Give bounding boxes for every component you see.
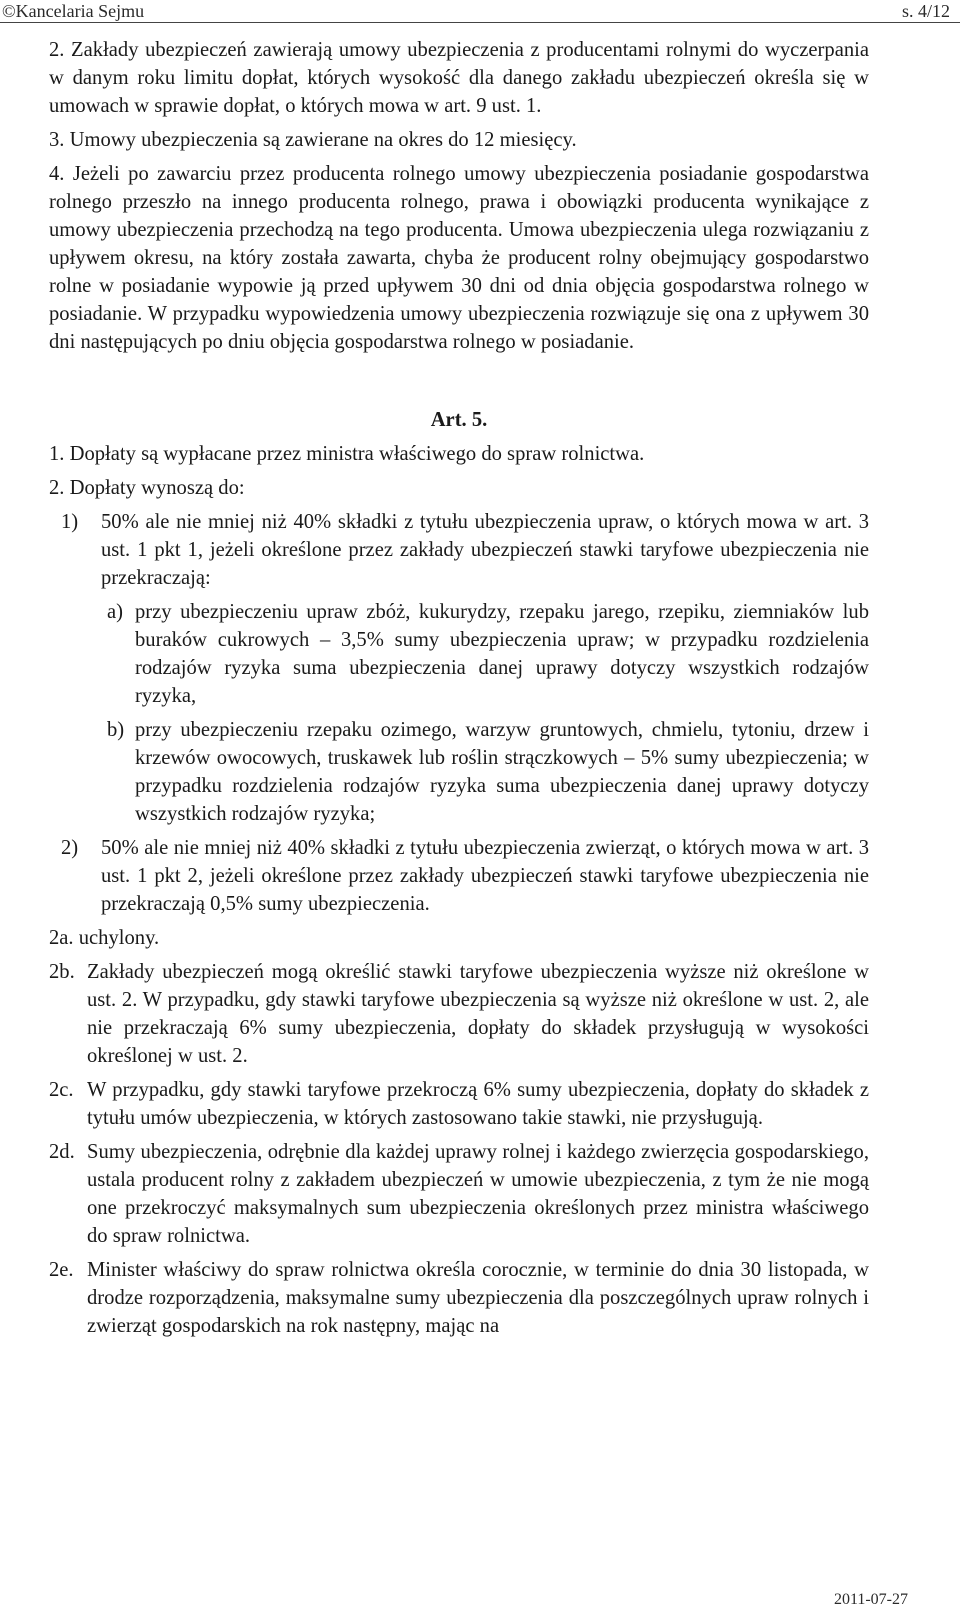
- paragraph-text: Zakłady ubezpieczeń mogą określić stawki taryfowe ubezpieczenia wyższe niż określone w ust. 2. W przypadku, gdy stawki taryfowe ubezpieczenia są wyższe niż określone w ust. 2, ale nie przekraczają 6% sumy ubezpieczenia, dopłaty do składek przysługują w wysokości określonej w ust. 2.: [87, 961, 869, 1067]
- item-text: 50% ale nie mniej niż 40% składki z tytułu ubezpieczenia upraw, o których mowa w art. 3 ust. 1 pkt 1, jeżeli określone przez zakłady ubezpieczeń stawki taryfowe ubezpieczenia nie przekraczają:: [101, 511, 869, 589]
- paragraph-text: Sumy ubezpieczenia, odrębnie dla każdej uprawy rolnej i każdego zwierzęcia gospodarskiego, ustala producent rolny z zakładem ubezpieczeń w umowie ubezpieczenia, z tym że nie mogą one przekroczyć maksymalnych sum ubezpieczenia określonych przez ministra właściwego do spraw rolnictwa.: [87, 1141, 869, 1247]
- subitem-text: przy ubezpieczeniu rzepaku ozimego, warzyw gruntowych, chmielu, tytoniu, drzew i krzewów owocowych, truskawek lub roślin strączkowych – 5% sumy ubezpieczenia; w przypadku rozdzielenia rodzajów ryzyka suma ubezpieczenia danej uprawy dotyczy wszystkich rodzajów ryzyka;: [135, 719, 869, 825]
- art5-paragraph-2c: [49, 1076, 869, 1132]
- art5-paragraph-2d: [49, 1138, 869, 1250]
- paragraph-number: 2e.: [49, 1259, 74, 1281]
- art5-item-1: [61, 508, 869, 592]
- subitem-letter: b): [107, 719, 125, 741]
- item-number: 2): [61, 837, 79, 859]
- paragraph-number: 2d.: [49, 1141, 75, 1163]
- header-divider: [0, 22, 960, 23]
- page-number: s. 4/12: [901, 1, 950, 21]
- paragraph-number: 2c.: [49, 1079, 74, 1101]
- document-body: [49, 36, 869, 1346]
- article-5-title: Art. 5.: [430, 409, 488, 431]
- subitem-text: przy ubezpieczeniu upraw zbóż, kukurydzy, rzepaku jarego, rzepiku, ziemniaków lub buraków cukrowych – 3,5% sumy ubezpieczenia upraw; w przypadku rozdzielenia rodzajów ryzyka suma ubezpieczenia danej uprawy dotyczy wszystkich rodzajów ryzyka,: [135, 601, 869, 707]
- art5-paragraph-2b: [49, 958, 869, 1070]
- art4-paragraph-3: 3. Umowy ubezpieczenia są zawierane na okres do 12 miesięcy.: [49, 129, 577, 151]
- art5-paragraph-1: 1. Dopłaty są wypłacane przez ministra właściwego do spraw rolnictwa.: [49, 443, 645, 465]
- art5-subitem-a: [107, 598, 869, 710]
- header-source: ©Kancelaria Sejmu: [2, 1, 145, 21]
- paragraph-text: W przypadku, gdy stawki taryfowe przekroczą 6% sumy ubezpieczenia, dopłaty do składek z tytułu umów ubezpieczenia, w których zastosowano takie stawki, nie przysługują.: [87, 1079, 869, 1129]
- art5-paragraph-2: 2. Dopłaty wynoszą do:: [49, 477, 245, 499]
- art5-subitem-b: [107, 716, 869, 828]
- paragraph-number: 2b.: [49, 961, 75, 983]
- art4-paragraph-2: 2. Zakłady ubezpieczeń zawierają umowy ubezpieczenia z producentami rolnymi do wyczerpania w danym roku limitu dopłat, których wysokość dla danego zakładu ubezpieczeń określa się w umowach w sprawie dopłat, o których mowa w art. 9 ust. 1.: [49, 39, 869, 117]
- art4-paragraph-4: 4. Jeżeli po zawarciu przez producenta rolnego umowy ubezpieczenia posiadanie gospodarstwa rolnego przeszło na innego producenta rolnego, prawa i obowiązki producenta wynikające z umowy ubezpieczenia przechodzą na tego producenta. Umowa ubezpieczenia ulega rozwiązaniu z upływem okresu, na który została zawarta, chyba że producent rolny obejmujący gospodarstwo rolne w posiadanie wypowie ją przed upływem 30 dni od dnia objęcia gospodarstwa rolnego w posiadanie. W przypadku wypowiedzenia umowy ubezpieczenia rozwiązuje się ona z upływem 30 dni następujących po dniu objęcia gospodarstwa rolnego w posiadanie.: [49, 163, 869, 353]
- art5-paragraph-2e: [49, 1256, 869, 1340]
- art5-paragraph-2a: 2a. uchylony.: [49, 927, 160, 949]
- item-number: 1): [61, 511, 79, 533]
- paragraph-text: Minister właściwy do spraw rolnictwa określa corocznie, w terminie do dnia 30 listopada, w drodze rozporządzenia, maksymalne sumy ubezpieczenia dla poszczególnych upraw rolnych i zwierząt gospodarskich na rok następny, mając na: [87, 1259, 869, 1337]
- footer-date: 2011-07-27: [833, 1591, 908, 1608]
- art5-item-2: [61, 834, 869, 918]
- subitem-letter: a): [107, 601, 123, 623]
- section-spacer: [49, 362, 869, 406]
- item-text: 50% ale nie mniej niż 40% składki z tytułu ubezpieczenia zwierząt, o których mowa w art. 3 ust. 1 pkt 2, jeżeli określone przez zakłady ubezpieczeń stawki taryfowe ubezpieczenia nie przekraczają 0,5% sumy ubezpieczenia.: [101, 837, 869, 915]
